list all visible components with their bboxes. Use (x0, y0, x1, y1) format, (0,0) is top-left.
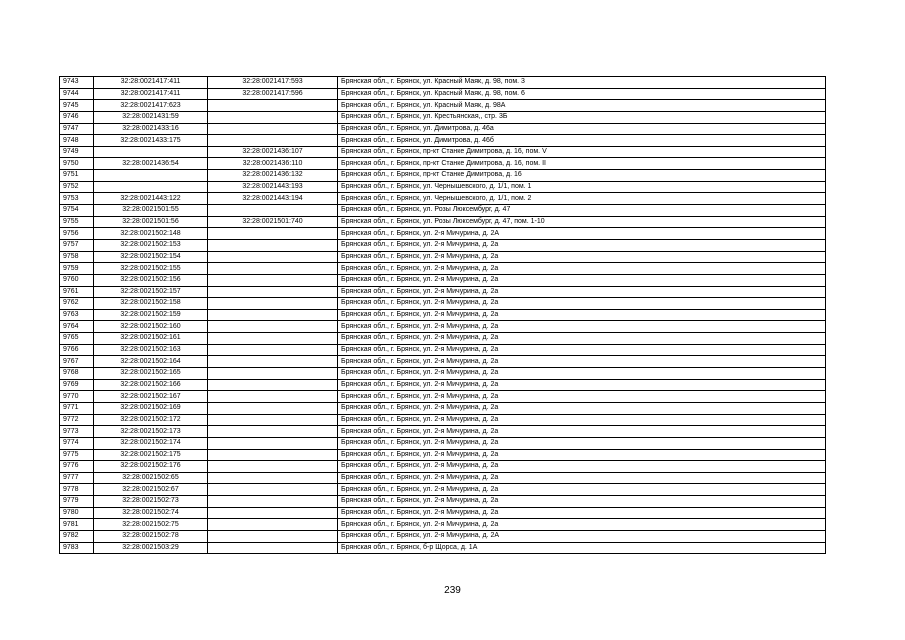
address-cell: Брянская обл., г. Брянск, ул. 2-я Мичурина, д. 2а (338, 461, 826, 473)
address-cell: Брянская обл., г. Брянск, ул. 2-я Мичурина, д. 2а (338, 368, 826, 380)
table-row (60, 507, 826, 519)
cadastral-number-cell: 32:28:0021502:65 (94, 472, 208, 484)
cadastral-number-cell: 32:28:0021502:153 (94, 239, 208, 251)
address-cell: Брянская обл., г. Брянск, ул. 2-я Мичурина, д. 2а (338, 449, 826, 461)
table-row (60, 402, 826, 414)
row-number-cell: 9778 (60, 484, 94, 496)
premises-cadastral-number-cell (208, 123, 338, 135)
cadastral-number-cell: 32:28:0021502:156 (94, 274, 208, 286)
cadastral-number-cell: 32:28:0021501:55 (94, 205, 208, 217)
table-row (60, 321, 826, 333)
table-row (60, 391, 826, 403)
table-row (60, 193, 826, 205)
address-cell: Брянская обл., г. Брянск, ул. Красный Маяк, д. 98, пом. 3 (338, 77, 826, 89)
cadastral-number-cell: 32:28:0021502:157 (94, 286, 208, 298)
address-cell: Брянская обл., г. Брянск, ул. 2-я Мичурина, д. 2а (338, 321, 826, 333)
row-number-cell: 9744 (60, 88, 94, 100)
cadastral-number-cell (94, 181, 208, 193)
premises-cadastral-number-cell (208, 205, 338, 217)
table-row (60, 170, 826, 182)
cadastral-number-cell: 32:28:0021502:172 (94, 414, 208, 426)
row-number-cell: 9779 (60, 496, 94, 508)
premises-cadastral-number-cell: 32:28:0021443:193 (208, 181, 338, 193)
row-number-cell: 9767 (60, 356, 94, 368)
cadastral-number-cell: 32:28:0021502:148 (94, 228, 208, 240)
table-row (60, 251, 826, 263)
row-number-cell: 9750 (60, 158, 94, 170)
address-cell: Брянская обл., г. Брянск, ул. 2-я Мичурина, д. 2а (338, 286, 826, 298)
address-cell: Брянская обл., г. Брянск, пр-кт Станке Димитрова, д. 16 (338, 170, 826, 182)
cadastral-number-cell: 32:28:0021502:164 (94, 356, 208, 368)
table-row (60, 263, 826, 275)
row-number-cell: 9745 (60, 100, 94, 112)
premises-cadastral-number-cell (208, 402, 338, 414)
cadastral-number-cell: 32:28:0021502:173 (94, 426, 208, 438)
row-number-cell: 9749 (60, 146, 94, 158)
cadastral-number-cell: 32:28:0021436:54 (94, 158, 208, 170)
address-cell: Брянская обл., г. Брянск, пр-кт Станке Димитрова, д. 16, пом. V (338, 146, 826, 158)
address-cell: Брянская обл., г. Брянск, ул. 2-я Мичурина, д. 2а (338, 496, 826, 508)
premises-cadastral-number-cell: 32:28:0021436:132 (208, 170, 338, 182)
table-row (60, 228, 826, 240)
address-cell: Брянская обл., г. Брянск, ул. Розы Люксембург, д. 47, пом. 1-10 (338, 216, 826, 228)
table-row (60, 216, 826, 228)
address-cell: Брянская обл., г. Брянск, ул. 2-я Мичурина, д. 2а (338, 309, 826, 321)
row-number-cell: 9765 (60, 333, 94, 345)
row-number-cell: 9757 (60, 239, 94, 251)
cadastral-number-cell: 32:28:0021503:29 (94, 542, 208, 554)
table-row (60, 496, 826, 508)
row-number-cell: 9763 (60, 309, 94, 321)
table-row (60, 88, 826, 100)
row-number-cell: 9774 (60, 437, 94, 449)
table-row (60, 286, 826, 298)
address-cell: Брянская обл., г. Брянск, ул. 2-я Мичурина, д. 2а (338, 484, 826, 496)
address-cell: Брянская обл., г. Брянск, ул. 2-я Мичурина, д. 2а (338, 239, 826, 251)
address-cell: Брянская обл., г. Брянск, ул. Красный Маяк, д. 98А (338, 100, 826, 112)
table-row (60, 111, 826, 123)
cadastral-number-cell: 32:28:0021502:176 (94, 461, 208, 473)
row-number-cell: 9756 (60, 228, 94, 240)
premises-cadastral-number-cell (208, 333, 338, 345)
cadastral-number-cell: 32:28:0021502:158 (94, 298, 208, 310)
table-row (60, 542, 826, 554)
premises-cadastral-number-cell (208, 507, 338, 519)
address-cell: Брянская обл., г. Брянск, ул. 2-я Мичурина, д. 2а (338, 414, 826, 426)
row-number-cell: 9754 (60, 205, 94, 217)
row-number-cell: 9759 (60, 263, 94, 275)
premises-cadastral-number-cell: 32:28:0021443:194 (208, 193, 338, 205)
table-row (60, 437, 826, 449)
row-number-cell: 9758 (60, 251, 94, 263)
address-cell: Брянская обл., г. Брянск, ул. Крестьянская,, стр. 3Б (338, 111, 826, 123)
cadastral-number-cell: 32:28:0021502:165 (94, 368, 208, 380)
address-cell: Брянская обл., г. Брянск, ул. 2-я Мичурина, д. 2а (338, 333, 826, 345)
cadastral-number-cell: 32:28:0021502:175 (94, 449, 208, 461)
cadastral-number-cell: 32:28:0021502:74 (94, 507, 208, 519)
row-number-cell: 9748 (60, 135, 94, 147)
premises-cadastral-number-cell (208, 251, 338, 263)
row-number-cell: 9766 (60, 344, 94, 356)
cadastral-number-cell: 32:28:0021502:169 (94, 402, 208, 414)
cadastral-number-cell (94, 170, 208, 182)
table-row (60, 379, 826, 391)
cadastral-number-cell: 32:28:0021431:59 (94, 111, 208, 123)
row-number-cell: 9761 (60, 286, 94, 298)
row-number-cell: 9781 (60, 519, 94, 531)
address-cell: Брянская обл., г. Брянск, ул. Чернышевского, д. 1/1, пом. 2 (338, 193, 826, 205)
cadastral-number-cell (94, 146, 208, 158)
premises-cadastral-number-cell (208, 379, 338, 391)
premises-cadastral-number-cell: 32:28:0021436:107 (208, 146, 338, 158)
premises-cadastral-number-cell (208, 100, 338, 112)
premises-cadastral-number-cell (208, 309, 338, 321)
row-number-cell: 9746 (60, 111, 94, 123)
table-row (60, 181, 826, 193)
cadastral-number-cell: 32:28:0021433:175 (94, 135, 208, 147)
table-row (60, 146, 826, 158)
premises-cadastral-number-cell (208, 263, 338, 275)
table-row (60, 519, 826, 531)
row-number-cell: 9764 (60, 321, 94, 333)
premises-cadastral-number-cell (208, 461, 338, 473)
premises-cadastral-number-cell (208, 426, 338, 438)
cadastral-number-cell: 32:28:0021502:67 (94, 484, 208, 496)
cadastral-number-cell: 32:28:0021502:166 (94, 379, 208, 391)
table-row (60, 449, 826, 461)
premises-cadastral-number-cell (208, 414, 338, 426)
address-cell: Брянская обл., г. Брянск, ул. 2-я Мичурина, д. 2а (338, 251, 826, 263)
row-number-cell: 9772 (60, 414, 94, 426)
table-row (60, 205, 826, 217)
premises-cadastral-number-cell (208, 344, 338, 356)
row-number-cell: 9770 (60, 391, 94, 403)
premises-cadastral-number-cell (208, 298, 338, 310)
row-number-cell: 9760 (60, 274, 94, 286)
cadastral-number-cell: 32:28:0021501:56 (94, 216, 208, 228)
address-cell: Брянская обл., г. Брянск, ул. 2-я Мичурина, д. 2а (338, 426, 826, 438)
table-body (60, 77, 826, 554)
premises-cadastral-number-cell (208, 111, 338, 123)
cadastral-number-cell: 32:28:0021417:623 (94, 100, 208, 112)
premises-cadastral-number-cell (208, 274, 338, 286)
table-row (60, 77, 826, 89)
premises-cadastral-number-cell (208, 484, 338, 496)
address-cell: Брянская обл., г. Брянск, ул. 2-я Мичурина, д. 2а (338, 379, 826, 391)
premises-cadastral-number-cell: 32:28:0021436:110 (208, 158, 338, 170)
address-cell: Брянская обл., г. Брянск, ул. Димитрова, д. 46а (338, 123, 826, 135)
address-cell: Брянская обл., г. Брянск, ул. 2-я Мичурина, д. 2а (338, 263, 826, 275)
cadastral-number-cell: 32:28:0021502:155 (94, 263, 208, 275)
premises-cadastral-number-cell (208, 228, 338, 240)
cadastral-number-cell: 32:28:0021417:411 (94, 77, 208, 89)
row-number-cell: 9771 (60, 402, 94, 414)
table-row (60, 484, 826, 496)
row-number-cell: 9752 (60, 181, 94, 193)
row-number-cell: 9743 (60, 77, 94, 89)
row-number-cell: 9769 (60, 379, 94, 391)
row-number-cell: 9768 (60, 368, 94, 380)
row-number-cell: 9747 (60, 123, 94, 135)
table-row (60, 135, 826, 147)
cadastral-number-cell: 32:28:0021502:160 (94, 321, 208, 333)
address-cell: Брянская обл., г. Брянск, ул. 2-я Мичурина, д. 2а (338, 507, 826, 519)
cadastral-number-cell: 32:28:0021502:154 (94, 251, 208, 263)
row-number-cell: 9755 (60, 216, 94, 228)
table-row (60, 368, 826, 380)
table-row (60, 333, 826, 345)
cadastral-number-cell: 32:28:0021433:16 (94, 123, 208, 135)
premises-cadastral-number-cell (208, 542, 338, 554)
page-number: 239 (444, 585, 461, 596)
cadastral-number-cell: 32:28:0021443:122 (94, 193, 208, 205)
table-row (60, 274, 826, 286)
premises-cadastral-number-cell (208, 530, 338, 542)
premises-cadastral-number-cell: 32:28:0021417:593 (208, 77, 338, 89)
row-number-cell: 9775 (60, 449, 94, 461)
table-row (60, 472, 826, 484)
address-cell: Брянская обл., г. Брянск, пр-кт Станке Димитрова, д. 16, пом. II (338, 158, 826, 170)
table-row (60, 298, 826, 310)
row-number-cell: 9777 (60, 472, 94, 484)
table-row (60, 356, 826, 368)
table-row (60, 461, 826, 473)
premises-cadastral-number-cell (208, 239, 338, 251)
premises-cadastral-number-cell: 32:28:0021501:740 (208, 216, 338, 228)
address-cell: Брянская обл., г. Брянск, ул. 2-я Мичурина, д. 2а (338, 356, 826, 368)
premises-cadastral-number-cell (208, 519, 338, 531)
row-number-cell: 9783 (60, 542, 94, 554)
premises-cadastral-number-cell (208, 135, 338, 147)
table-row (60, 426, 826, 438)
address-cell: Брянская обл., г. Брянск, ул. Чернышевского, д. 1/1, пом. 1 (338, 181, 826, 193)
premises-cadastral-number-cell (208, 286, 338, 298)
premises-cadastral-number-cell (208, 472, 338, 484)
address-cell: Брянская обл., г. Брянск, ул. 2-я Мичурина, д. 2а (338, 437, 826, 449)
row-number-cell: 9751 (60, 170, 94, 182)
cadastral-number-cell: 32:28:0021502:174 (94, 437, 208, 449)
premises-cadastral-number-cell (208, 391, 338, 403)
premises-cadastral-number-cell (208, 356, 338, 368)
row-number-cell: 9782 (60, 530, 94, 542)
address-cell: Брянская обл., г. Брянск, ул. 2-я Мичурина, д. 2а (338, 274, 826, 286)
address-cell: Брянская обл., г. Брянск, б-р Щорса, д. 1А (338, 542, 826, 554)
address-cell: Брянская обл., г. Брянск, ул. 2-я Мичурина, д. 2а (338, 519, 826, 531)
table-row (60, 239, 826, 251)
row-number-cell: 9762 (60, 298, 94, 310)
table-row (60, 344, 826, 356)
table-row (60, 123, 826, 135)
cadastral-number-cell: 32:28:0021502:159 (94, 309, 208, 321)
cadastral-table (59, 76, 826, 554)
row-number-cell: 9773 (60, 426, 94, 438)
cadastral-number-cell: 32:28:0021502:75 (94, 519, 208, 531)
address-cell: Брянская обл., г. Брянск, ул. 2-я Мичурина, д. 2А (338, 228, 826, 240)
table-row (60, 530, 826, 542)
address-cell: Брянская обл., г. Брянск, ул. 2-я Мичурина, д. 2а (338, 402, 826, 414)
premises-cadastral-number-cell (208, 321, 338, 333)
address-cell: Брянская обл., г. Брянск, ул. 2-я Мичурина, д. 2А (338, 530, 826, 542)
cadastral-number-cell: 32:28:0021502:163 (94, 344, 208, 356)
address-cell: Брянская обл., г. Брянск, ул. Розы Люксембург, д. 47 (338, 205, 826, 217)
table-row (60, 100, 826, 112)
table-row (60, 158, 826, 170)
premises-cadastral-number-cell (208, 368, 338, 380)
row-number-cell: 9753 (60, 193, 94, 205)
premises-cadastral-number-cell (208, 437, 338, 449)
address-cell: Брянская обл., г. Брянск, ул. Димитрова, д. 46б (338, 135, 826, 147)
row-number-cell: 9776 (60, 461, 94, 473)
cadastral-number-cell: 32:28:0021502:73 (94, 496, 208, 508)
table-row (60, 414, 826, 426)
row-number-cell: 9780 (60, 507, 94, 519)
cadastral-number-cell: 32:28:0021502:167 (94, 391, 208, 403)
address-cell: Брянская обл., г. Брянск, ул. Красный Маяк, д. 98, пом. 6 (338, 88, 826, 100)
premises-cadastral-number-cell (208, 449, 338, 461)
address-cell: Брянская обл., г. Брянск, ул. 2-я Мичурина, д. 2а (338, 344, 826, 356)
cadastral-number-cell: 32:28:0021502:161 (94, 333, 208, 345)
cadastral-number-cell: 32:28:0021502:78 (94, 530, 208, 542)
address-cell: Брянская обл., г. Брянск, ул. 2-я Мичурина, д. 2а (338, 472, 826, 484)
cadastral-number-cell: 32:28:0021417:411 (94, 88, 208, 100)
table-row (60, 309, 826, 321)
address-cell: Брянская обл., г. Брянск, ул. 2-я Мичурина, д. 2а (338, 298, 826, 310)
address-cell: Брянская обл., г. Брянск, ул. 2-я Мичурина, д. 2а (338, 391, 826, 403)
premises-cadastral-number-cell: 32:28:0021417:596 (208, 88, 338, 100)
premises-cadastral-number-cell (208, 496, 338, 508)
